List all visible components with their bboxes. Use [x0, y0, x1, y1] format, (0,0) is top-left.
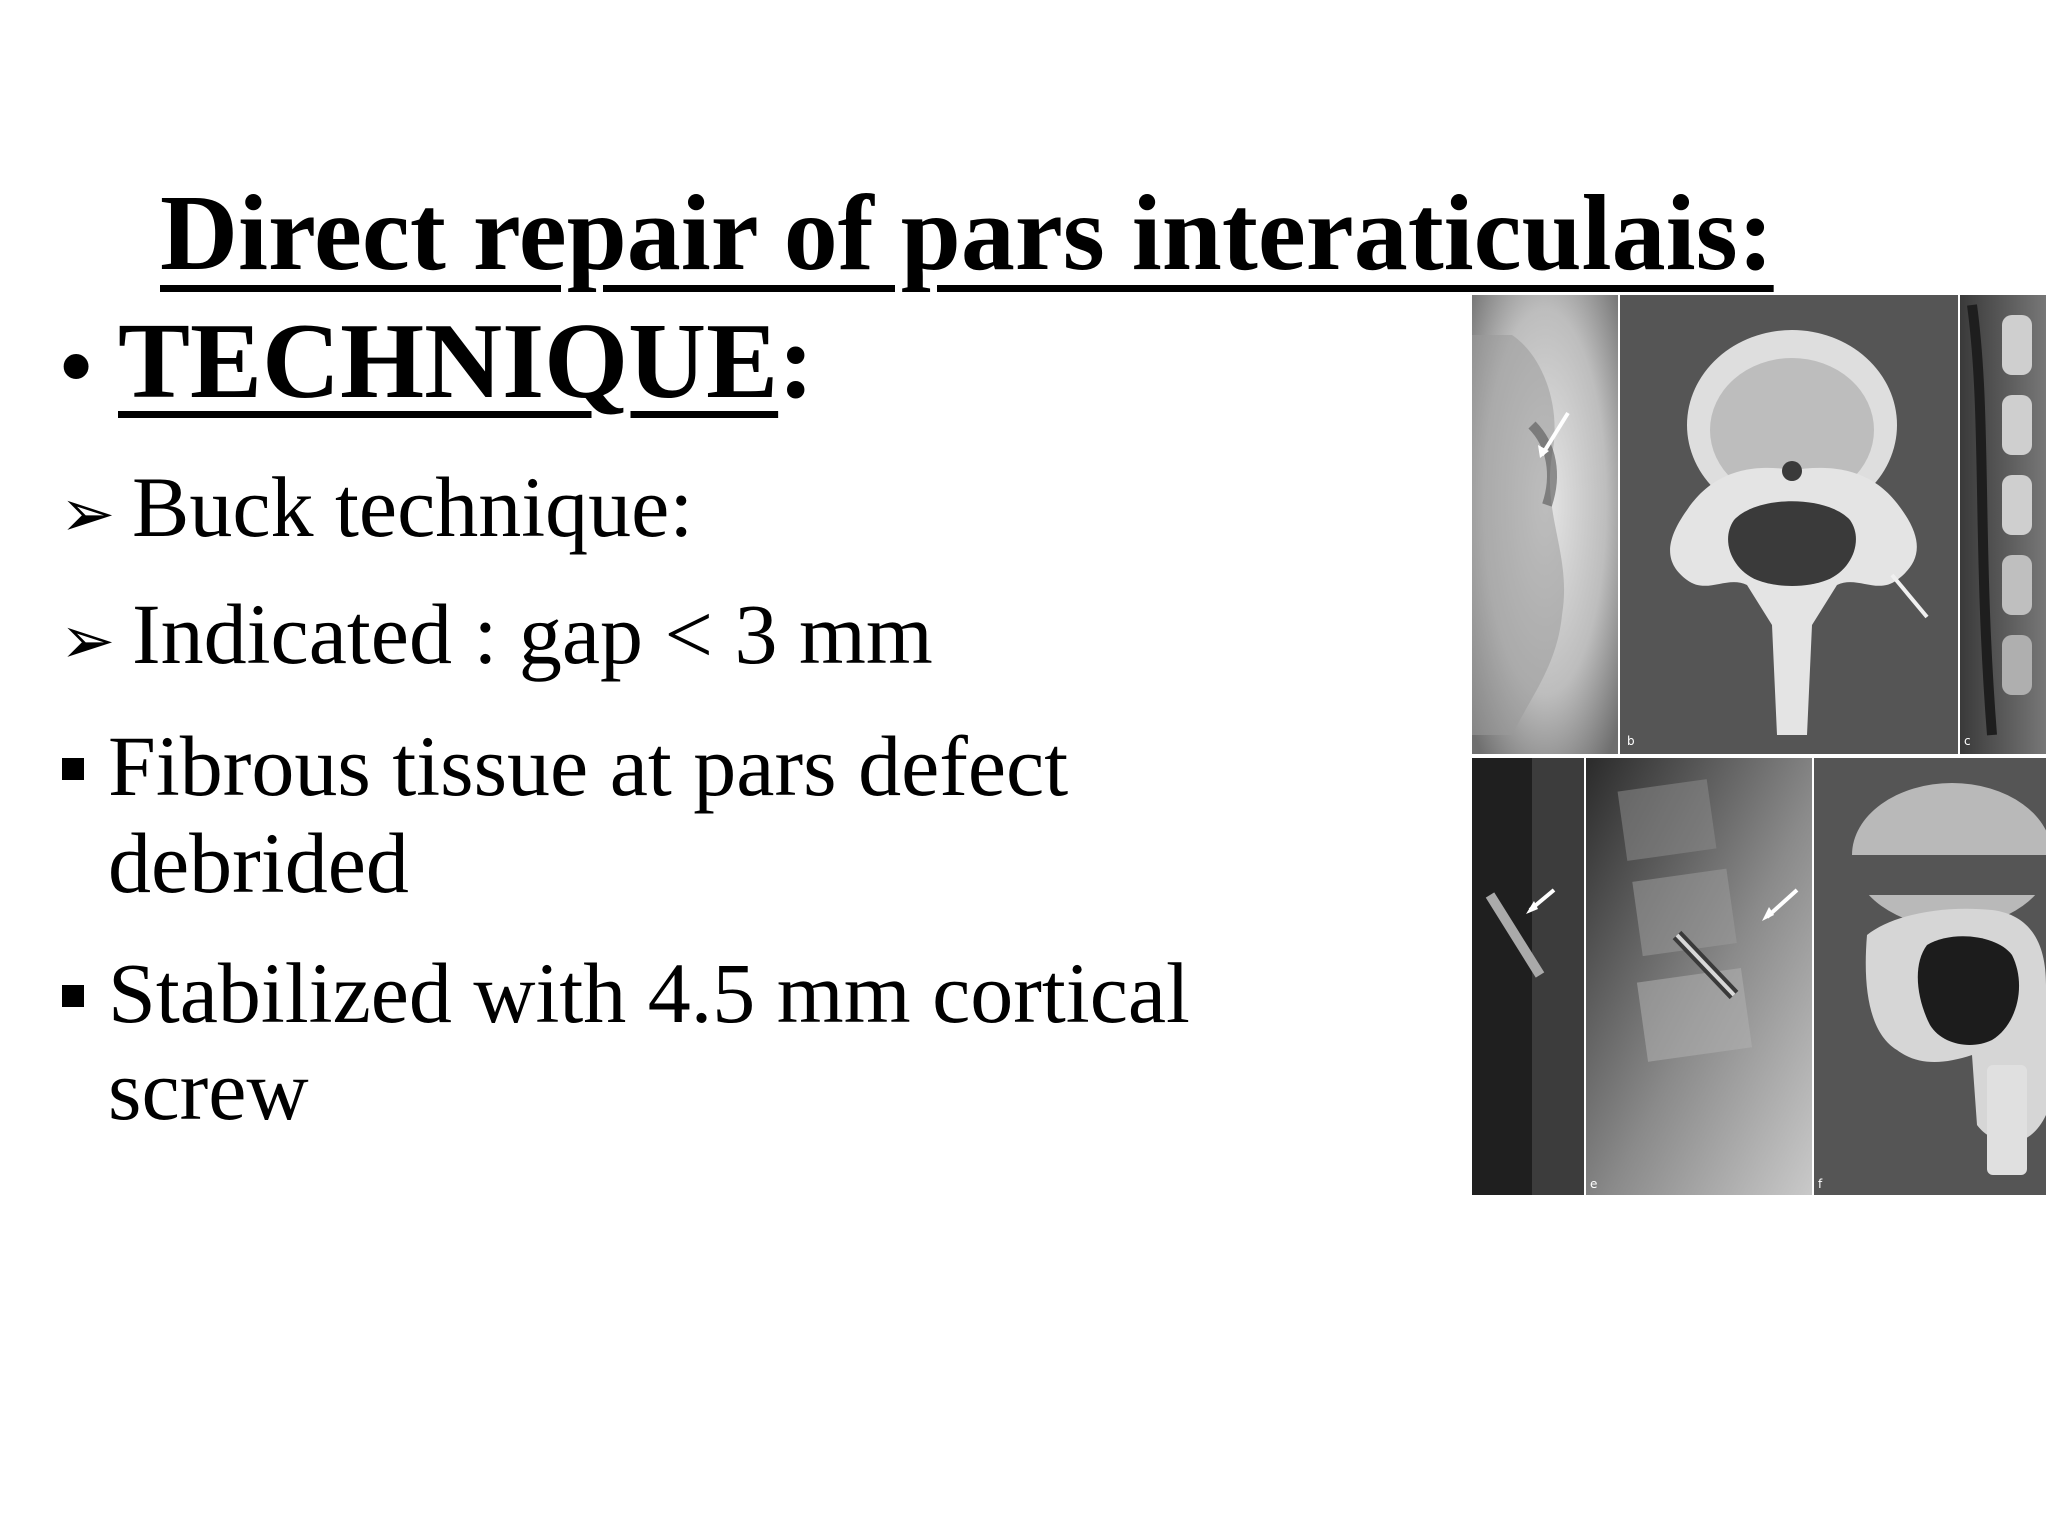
- list-item-fibrous-tissue: [60, 718, 1350, 912]
- panel-divider: [1958, 295, 1960, 755]
- panel-divider: [1812, 757, 1814, 1195]
- panel-b-axial-ct: [1620, 295, 1958, 755]
- panel-label-b: b: [1627, 734, 1635, 748]
- panel-label-f: f: [1818, 1177, 1823, 1191]
- list-item-stabilized: [60, 945, 1350, 1139]
- panel-e-oblique-screw: [1586, 757, 1812, 1195]
- technique-heading: [60, 300, 814, 424]
- list-item-text: Stabilized with 4.5 mm cortical screw: [108, 945, 1190, 1139]
- radiograph-collage: [1472, 295, 2046, 1195]
- panel-c-sagittal-mri: [1960, 295, 2046, 755]
- panel-label-e: e: [1590, 1177, 1598, 1191]
- panel-d-lateral-screw: [1472, 757, 1584, 1195]
- slide-title: Direct repair of pars interaticulais:: [160, 174, 1774, 293]
- list-item-text: Fibrous tissue at pars defect debrided: [108, 718, 1069, 912]
- technique-heading-text: TECHNIQUE: [118, 302, 779, 421]
- panel-divider: [1618, 295, 1620, 755]
- panel-label-c: c: [1964, 734, 1971, 748]
- panel-divider: [1584, 757, 1586, 1195]
- panel-a-lateral-xray: [1472, 295, 1618, 755]
- list-item-text: Indicated : gap < 3 mm: [132, 586, 933, 682]
- round-bullet-icon: •: [60, 315, 93, 417]
- list-item-indication: [60, 585, 933, 684]
- technique-heading-colon: :: [778, 302, 815, 421]
- arrow-bullet-icon: ➢: [60, 602, 116, 679]
- panel-f-ct-sagittal: [1814, 757, 2046, 1195]
- square-bullet-icon: [62, 985, 84, 1007]
- list-item-text: Buck technique:: [132, 459, 694, 555]
- arrow-bullet-icon: ➢: [60, 475, 116, 552]
- radiograph-collage-graphic: [1472, 295, 2046, 1195]
- list-item-buck-technique: [60, 458, 693, 557]
- square-bullet-icon: [62, 758, 84, 780]
